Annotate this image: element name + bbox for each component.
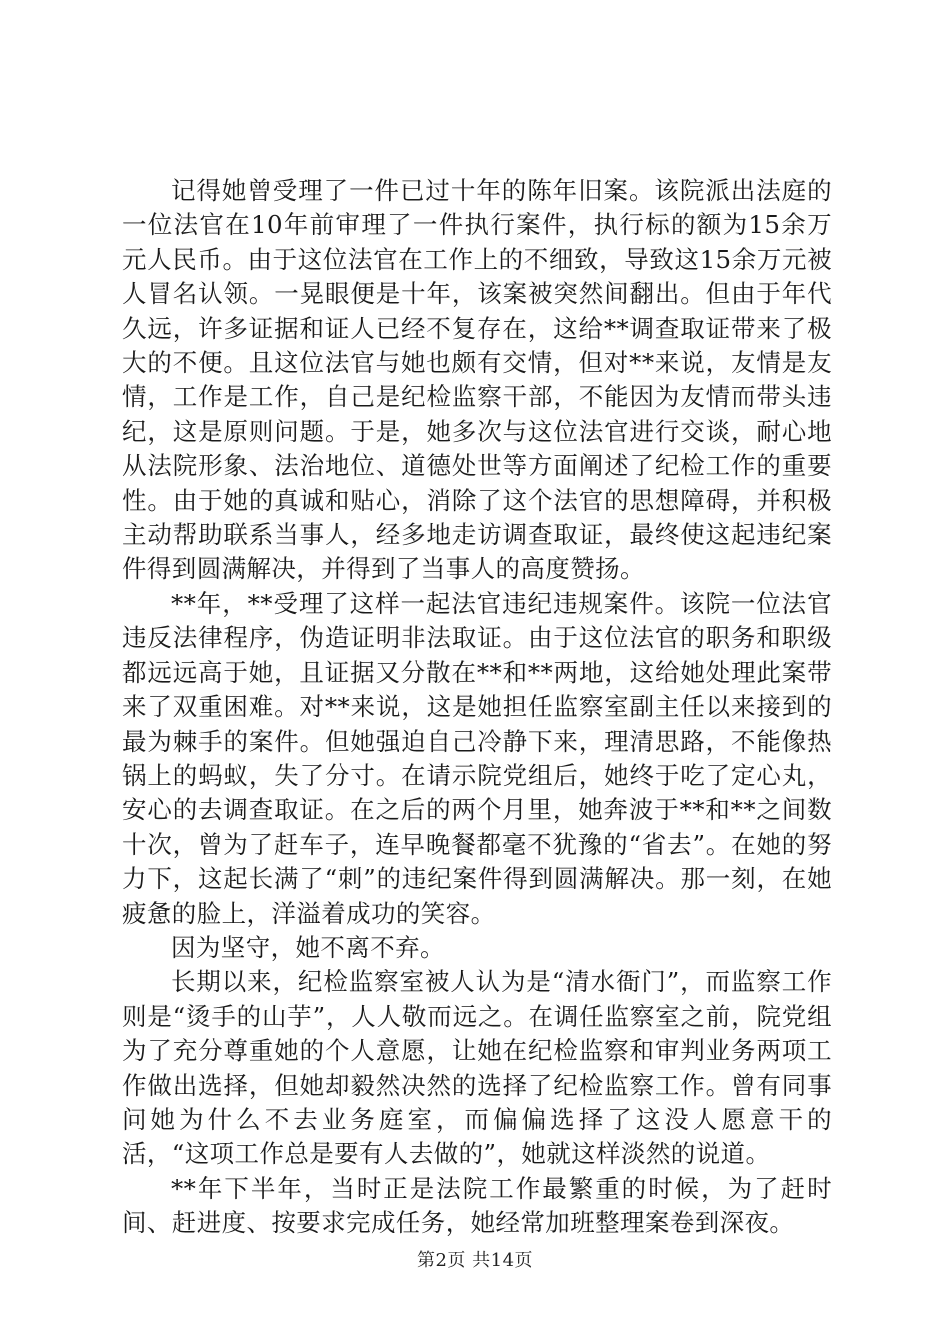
page-footer: [0, 1246, 950, 1272]
paragraph: 因为坚守，她不离不弃。: [171, 932, 445, 962]
paragraph: **年，**受理了这样一起法官违纪违规案件。该院一位法官违反法律程序，伪造证明非法取证。由于这位法官的职务和职级都远远高于她，且证据又分散在**和**两地，这给她处理此案带来了双重困难。对**来说，这是她担任监察室副主任以来接到的最为棘手的案件。但她强迫自己冷静下来，理清思路，不能像热锅上的蚂蚁，失了分寸。在请示院党组后，她终于吃了定心丸，安心的去调查取证。在之后的两个月里，她奔波于**和**之间数十次，曾为了赶车子，连早晚餐都毫不犹豫的“省去”。在她的努力下，这起长满了“刺”的违纪案件得到圆满解决。那一刻，在她疲惫的脸上，洋溢着成功的笑容。: [122, 588, 832, 928]
paragraph: **年下半年，当时正是法院工作最繁重的时候，为了赶时间、赶进度、按要求完成任务，她经常加班整理案卷到深夜。: [122, 1173, 832, 1238]
paragraph: 长期以来，纪检监察室被人认为是“清水衙门”，而监察工作则是“烫手的山芋”，人人敬而远之。在调任监察室之前，院党组为了充分尊重她的个人意愿，让她在纪检监察和审判业务两项工作做出选择，但她却毅然决然的选择了纪检监察工作。曾有同事问她为什么不去业务庭室，而偏偏选择了这没人愿意干的活，“这项工作总是要有人去做的”，她就这样淡然的说道。: [122, 967, 832, 1169]
paragraph: 记得她曾受理了一件已过十年的陈年旧案。该院派出法庭的一位法官在10年前审理了一件执行案件，执行标的额为15余万元人民币。由于这位法官在工作上的不细致，导致这15余万元被人冒名认领。一晃眼便是十年，该案被突然间翻出。但由于年代久远，许多证据和证人已经不复存在，这给**调查取证带来了极大的不便。且这位法官与她也颇有交情，但对**来说，友情是友情，工作是工作，自己是纪检监察干部，不能因为友情而带头违纪，这是原则问题。于是，她多次与这位法官进行交谈，耐心地从法院形象、法治地位、道德处世等方面阐述了纪检工作的重要性。由于她的真诚和贴心，消除了这个法官的思想障碍，并积极主动帮助联系当事人，经多地走访调查取证，最终使这起违纪案件得到圆满解决，并得到了当事人的高度赞扬。: [122, 176, 832, 584]
page-number-label: 第2页 共14页: [416, 1250, 534, 1271]
document-body: [122, 174, 832, 1241]
